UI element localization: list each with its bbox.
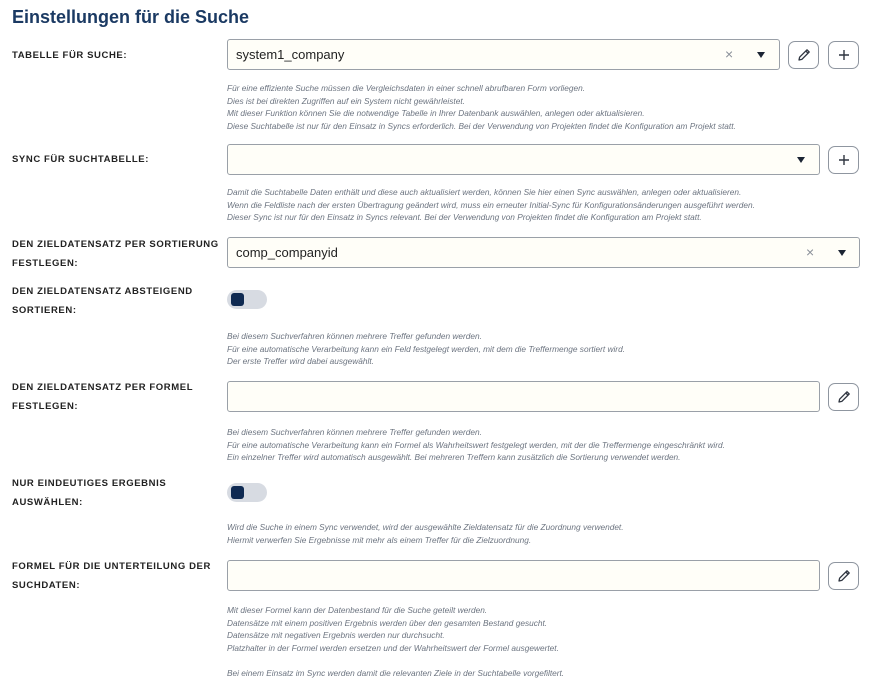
caret-down-icon[interactable]	[838, 250, 846, 256]
table-for-search-select[interactable]	[227, 39, 780, 70]
partition-formula-label: FORMEL FÜR DIE UNTERTEILUNG DER SUCHDATEN:	[12, 561, 211, 591]
table-for-search-label: TABELLE FÜR SUCHE:	[12, 50, 128, 61]
table-for-search-value: system1_company	[236, 47, 345, 62]
sort-descending-toggle[interactable]	[227, 290, 267, 309]
edit-partition-formula-button[interactable]	[828, 562, 859, 590]
formula-input[interactable]	[227, 381, 820, 412]
clear-icon[interactable]: ×	[806, 244, 815, 260]
page-title: Einstellungen für die Suche	[12, 7, 250, 27]
toggle-knob	[231, 486, 244, 499]
edit-table-button[interactable]	[788, 41, 819, 69]
unique-only-label: NUR EINDEUTIGES ERGEBNIS AUSWÄHLEN:	[12, 478, 167, 508]
formula-help: Bei diesem Suchverfahren können mehrere Treffer gefunden werden. Für eine automatische Verarbeitung kann ein Formel als Wahrheitswert festgelegt werden, mit der die Treffermenge eingeschränkt wird. Ein einzelner Treffer wird automatisch ausgewählt. Bei mehreren Treffern kann zusätzlich die Sortierung verwendet werden.	[227, 427, 725, 462]
caret-down-icon[interactable]	[797, 157, 805, 163]
unique-only-help: Wird die Suche in einem Sync verwendet, wird der ausgewählte Zieldatensatz für die Zuordnung verwendet. Hiermit verwerfen Sie Ergebnisse mit mehr als einem Treffer für die Zielzuordnung.	[227, 522, 624, 545]
sort-descending-label: DEN ZIELDATENSATZ ABSTEIGEND SORTIEREN:	[12, 286, 193, 316]
pencil-icon	[836, 568, 852, 584]
partition-formula-input[interactable]	[227, 560, 820, 591]
sort-field-label: DEN ZIELDATENSATZ PER SORTIERUNG FESTLEGEN:	[12, 239, 219, 269]
plus-icon	[837, 48, 851, 62]
caret-down-icon[interactable]	[757, 52, 765, 58]
sync-for-table-select[interactable]	[227, 144, 820, 175]
sort-field-select[interactable]	[227, 237, 860, 268]
toggle-knob	[231, 293, 244, 306]
pencil-icon	[836, 389, 852, 405]
sync-for-table-label: SYNC FÜR SUCHTABELLE:	[12, 154, 149, 165]
table-for-search-help: Für eine effiziente Suche müssen die Vergleichsdaten in einer schnell abrufbaren Form vorliegen. Dies ist bei direkten Zugriffen auf ein System nicht gewährleistet. Mit dieser Funktion können Sie die notwendige Tabelle in Ihrer Datenbank auswählen, anlegen oder aktualisieren. Diese Suchtabelle ist nur für den Einsatz in Syncs erforderlich. Bei der Verwendung von Projekten findet die Konfiguration am Projekt statt.	[227, 83, 736, 131]
sort-field-value: comp_companyid	[236, 245, 338, 260]
add-table-button[interactable]	[828, 41, 859, 69]
unique-only-toggle[interactable]	[227, 483, 267, 502]
plus-icon	[837, 153, 851, 167]
sort-descending-help: Bei diesem Suchverfahren können mehrere Treffer gefunden werden. Für eine automatische Verarbeitung kann ein Feld festgelegt werden, mit dem die Treffermenge sortiert wird. Der erste Treffer wird dabei ausgewählt.	[227, 331, 625, 366]
clear-icon[interactable]: ×	[725, 46, 734, 62]
partition-formula-help: Mit dieser Formel kann der Datenbestand für die Suche geteilt werden. Datensätze mit einem positiven Ergebnis werden über den gesamten Bestand gesucht. Datensätze mit negativen Ergebnis werden nur durchsucht. Platzhalter in der Formel werden ersetzen und der Wahrheitswert der Formel ausgewertet. Bei einem Einsatz im Sync werden damit die relevanten Ziele in der Suchtabelle vorgefiltert.	[227, 605, 565, 678]
edit-formula-button[interactable]	[828, 383, 859, 411]
add-sync-button[interactable]	[828, 146, 859, 174]
formula-label: DEN ZIELDATENSATZ PER FORMEL FESTLEGEN:	[12, 382, 194, 412]
sync-for-table-help: Damit die Suchtabelle Daten enthält und diese auch aktualisiert werden, können Sie hier einen Sync auswählen, anlegen oder aktualisieren. Wenn die Feldliste nach der ersten Übertragung geändert wird, muss ein erneuter Initial-Sync für Konfigurationsänderungen ausgeführt werden. Dieser Sync ist nur für den Einsatz in Syncs relevant. Bei der Verwendung von Projekten findet die Konfiguration am Projekt statt.	[227, 187, 755, 222]
pencil-icon	[796, 47, 812, 63]
